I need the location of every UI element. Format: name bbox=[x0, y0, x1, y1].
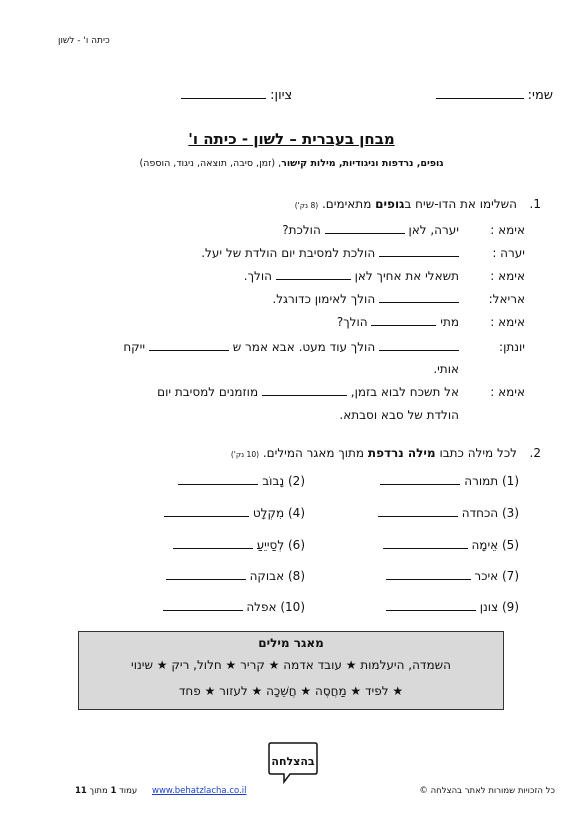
page-total: 11 bbox=[75, 786, 87, 796]
item-number: (4) bbox=[287, 506, 305, 520]
grade-label: ציון: bbox=[270, 88, 293, 103]
item-word: מִקְלָט bbox=[252, 506, 285, 520]
grade-field[interactable] bbox=[181, 98, 266, 99]
blank-field[interactable] bbox=[262, 395, 347, 396]
of-word: מתוך bbox=[89, 786, 108, 796]
utterance-text: ייקח bbox=[123, 340, 146, 354]
question-2-points: (10 נק') bbox=[230, 450, 260, 459]
logo-bubble-icon bbox=[268, 741, 318, 784]
question-1-points: (8 נק') bbox=[294, 201, 319, 210]
utterance-text: אותי. bbox=[433, 362, 459, 376]
question-2-bold: מילה נרדפת bbox=[367, 446, 436, 460]
speaker: אימא : bbox=[490, 315, 525, 329]
blank-field[interactable] bbox=[379, 350, 459, 351]
logo-text: בהצלחה bbox=[271, 755, 315, 768]
student-info-row bbox=[28, 88, 553, 103]
question-1-text-after: מתאימים. bbox=[321, 197, 376, 211]
name-label: שמי: bbox=[527, 88, 553, 103]
blank-field[interactable] bbox=[379, 256, 459, 257]
word-item bbox=[386, 600, 519, 614]
word-item bbox=[164, 506, 305, 520]
word-item bbox=[163, 600, 306, 614]
item-word: תמורה bbox=[464, 474, 499, 488]
dialogue-line bbox=[55, 383, 525, 401]
word-item bbox=[386, 569, 520, 583]
logo bbox=[268, 741, 318, 784]
item-word: צונן bbox=[479, 600, 499, 614]
item-number: (10) bbox=[280, 600, 305, 614]
speaker: אימא : bbox=[490, 269, 525, 283]
dialogue-line bbox=[55, 221, 525, 239]
item-number: (6) bbox=[287, 538, 305, 552]
blank-field[interactable] bbox=[149, 350, 229, 351]
item-number: (7) bbox=[501, 569, 519, 583]
word-bank-line: השמדה, היעלמות ★ עובד אדמה ★ קריר ★ חלול, ריק ★ שינוי bbox=[131, 658, 451, 672]
page-number: 1 bbox=[110, 786, 117, 796]
utterance-text: הולכת? bbox=[282, 223, 321, 237]
item-word: לְסַייֵעַ bbox=[256, 538, 285, 552]
item-word: הכחדה bbox=[461, 506, 499, 520]
utterance-text: מוזמנים למסיבת יום bbox=[157, 385, 259, 399]
speaker: יערה : bbox=[492, 246, 525, 260]
question-2-text-after: מתוך מאגר המילים. bbox=[262, 446, 368, 460]
answer-field[interactable] bbox=[378, 516, 458, 517]
item-number: (1) bbox=[501, 474, 519, 488]
utterance-text: תשאלי את אחיך לאן bbox=[354, 269, 459, 283]
dialogue-line bbox=[55, 244, 525, 262]
word-item bbox=[178, 474, 305, 488]
item-number: (9) bbox=[501, 600, 519, 614]
word-bank-title: מאגר מילים bbox=[258, 636, 324, 650]
speaker: אימא : bbox=[490, 385, 525, 399]
item-word: אֵימָה bbox=[471, 538, 499, 552]
copyright: כל הזכויות שמורות לאתר בהצלחה © bbox=[419, 786, 555, 796]
answer-field[interactable] bbox=[163, 610, 243, 611]
dialogue-line bbox=[55, 338, 525, 356]
subtitle-bold: גופים, נרדפות וניגודיות, מילות קישור bbox=[281, 158, 444, 169]
utterance bbox=[55, 406, 459, 424]
header-label: כיתה ו' - לשון bbox=[58, 36, 110, 46]
dialogue-line bbox=[55, 290, 525, 308]
utterance-text: אל תשכח לבוא בזמן, bbox=[350, 385, 459, 399]
item-number: (2) bbox=[287, 474, 305, 488]
name-field[interactable] bbox=[436, 98, 524, 99]
blank-field[interactable] bbox=[325, 233, 405, 234]
utterance-text: הולך? bbox=[336, 315, 368, 329]
answer-field[interactable] bbox=[386, 579, 471, 580]
utterance-text: הולך עוד מעט. אבא אמר ש bbox=[232, 340, 376, 354]
item-word: איכר bbox=[474, 569, 499, 583]
answer-field[interactable] bbox=[166, 579, 246, 580]
dialogue-line bbox=[55, 406, 525, 424]
utterance bbox=[55, 267, 459, 285]
word-bank bbox=[78, 631, 504, 710]
site-link[interactable]: www.behatzlacha.co.il bbox=[152, 786, 247, 796]
page-counter bbox=[75, 786, 137, 796]
utterance bbox=[55, 313, 459, 331]
utterance-text: יערה, לאן bbox=[408, 223, 459, 237]
item-word: אפלה bbox=[246, 600, 277, 614]
answer-field[interactable] bbox=[164, 516, 249, 517]
question-1-bold: גופים bbox=[375, 197, 405, 211]
page-word: עמוד bbox=[119, 786, 138, 796]
utterance bbox=[55, 360, 459, 378]
dialogue bbox=[55, 221, 525, 431]
utterance-text: הולדת של סבא וסבתא. bbox=[339, 408, 459, 422]
speaker: יונתן: bbox=[499, 340, 525, 354]
question-1-text: השלימו את הדו-שיח ב bbox=[404, 197, 517, 211]
answer-field[interactable] bbox=[380, 484, 460, 485]
page-title: מבחן בעברית – לשון - כיתה ו' bbox=[188, 130, 395, 148]
question-2-text: לכל מילה כתבו bbox=[435, 446, 517, 460]
blank-field[interactable] bbox=[276, 279, 351, 280]
word-bank-line: ★ לפיד ★ מַחֲסֶה ★ חֲשֵׁכָה ★ לעזור ★ פחד bbox=[178, 684, 404, 698]
question-2-number: 2. bbox=[529, 446, 541, 460]
subtitle-rest: (זמן, סיבה, תוצאה, ניגוד, הוספה) bbox=[139, 158, 276, 169]
answer-field[interactable] bbox=[386, 610, 476, 611]
item-word: אבוקה bbox=[249, 569, 285, 583]
utterance bbox=[55, 383, 459, 401]
utterance-text: הולך לאימון כדורגל. bbox=[272, 292, 376, 306]
answer-field[interactable] bbox=[173, 548, 253, 549]
item-number: (8) bbox=[287, 569, 305, 583]
dialogue-line bbox=[55, 360, 525, 378]
item-number: (5) bbox=[501, 538, 519, 552]
question-1-number: 1. bbox=[529, 197, 541, 211]
dialogue-line bbox=[55, 267, 525, 285]
utterance-text: הולך. bbox=[243, 269, 272, 283]
utterance-text: מתי bbox=[440, 315, 459, 329]
answer-field[interactable] bbox=[383, 548, 468, 549]
word-item bbox=[380, 474, 519, 488]
word-item bbox=[166, 569, 305, 583]
item-number: (3) bbox=[501, 506, 519, 520]
blank-field[interactable] bbox=[379, 302, 459, 303]
word-item bbox=[378, 506, 519, 520]
word-item bbox=[383, 538, 519, 552]
answer-field[interactable] bbox=[178, 484, 258, 485]
utterance bbox=[55, 338, 459, 356]
utterance-text: הולכת למסיבת יום הולדת של יעל. bbox=[201, 246, 376, 260]
page-subtitle: גופים, נרדפות וניגודיות, מילות קישור, (זמן, סיבה, תוצאה, ניגוד, הוספה) bbox=[139, 158, 444, 169]
dialogue-line bbox=[55, 313, 525, 331]
speaker: אריאל: bbox=[488, 292, 525, 306]
utterance bbox=[55, 244, 459, 262]
blank-field[interactable] bbox=[371, 325, 436, 326]
speaker: אימא : bbox=[490, 223, 525, 237]
utterance bbox=[55, 221, 459, 239]
utterance bbox=[55, 290, 459, 308]
word-item bbox=[173, 538, 305, 552]
item-word: נָבוֹב bbox=[262, 474, 285, 488]
